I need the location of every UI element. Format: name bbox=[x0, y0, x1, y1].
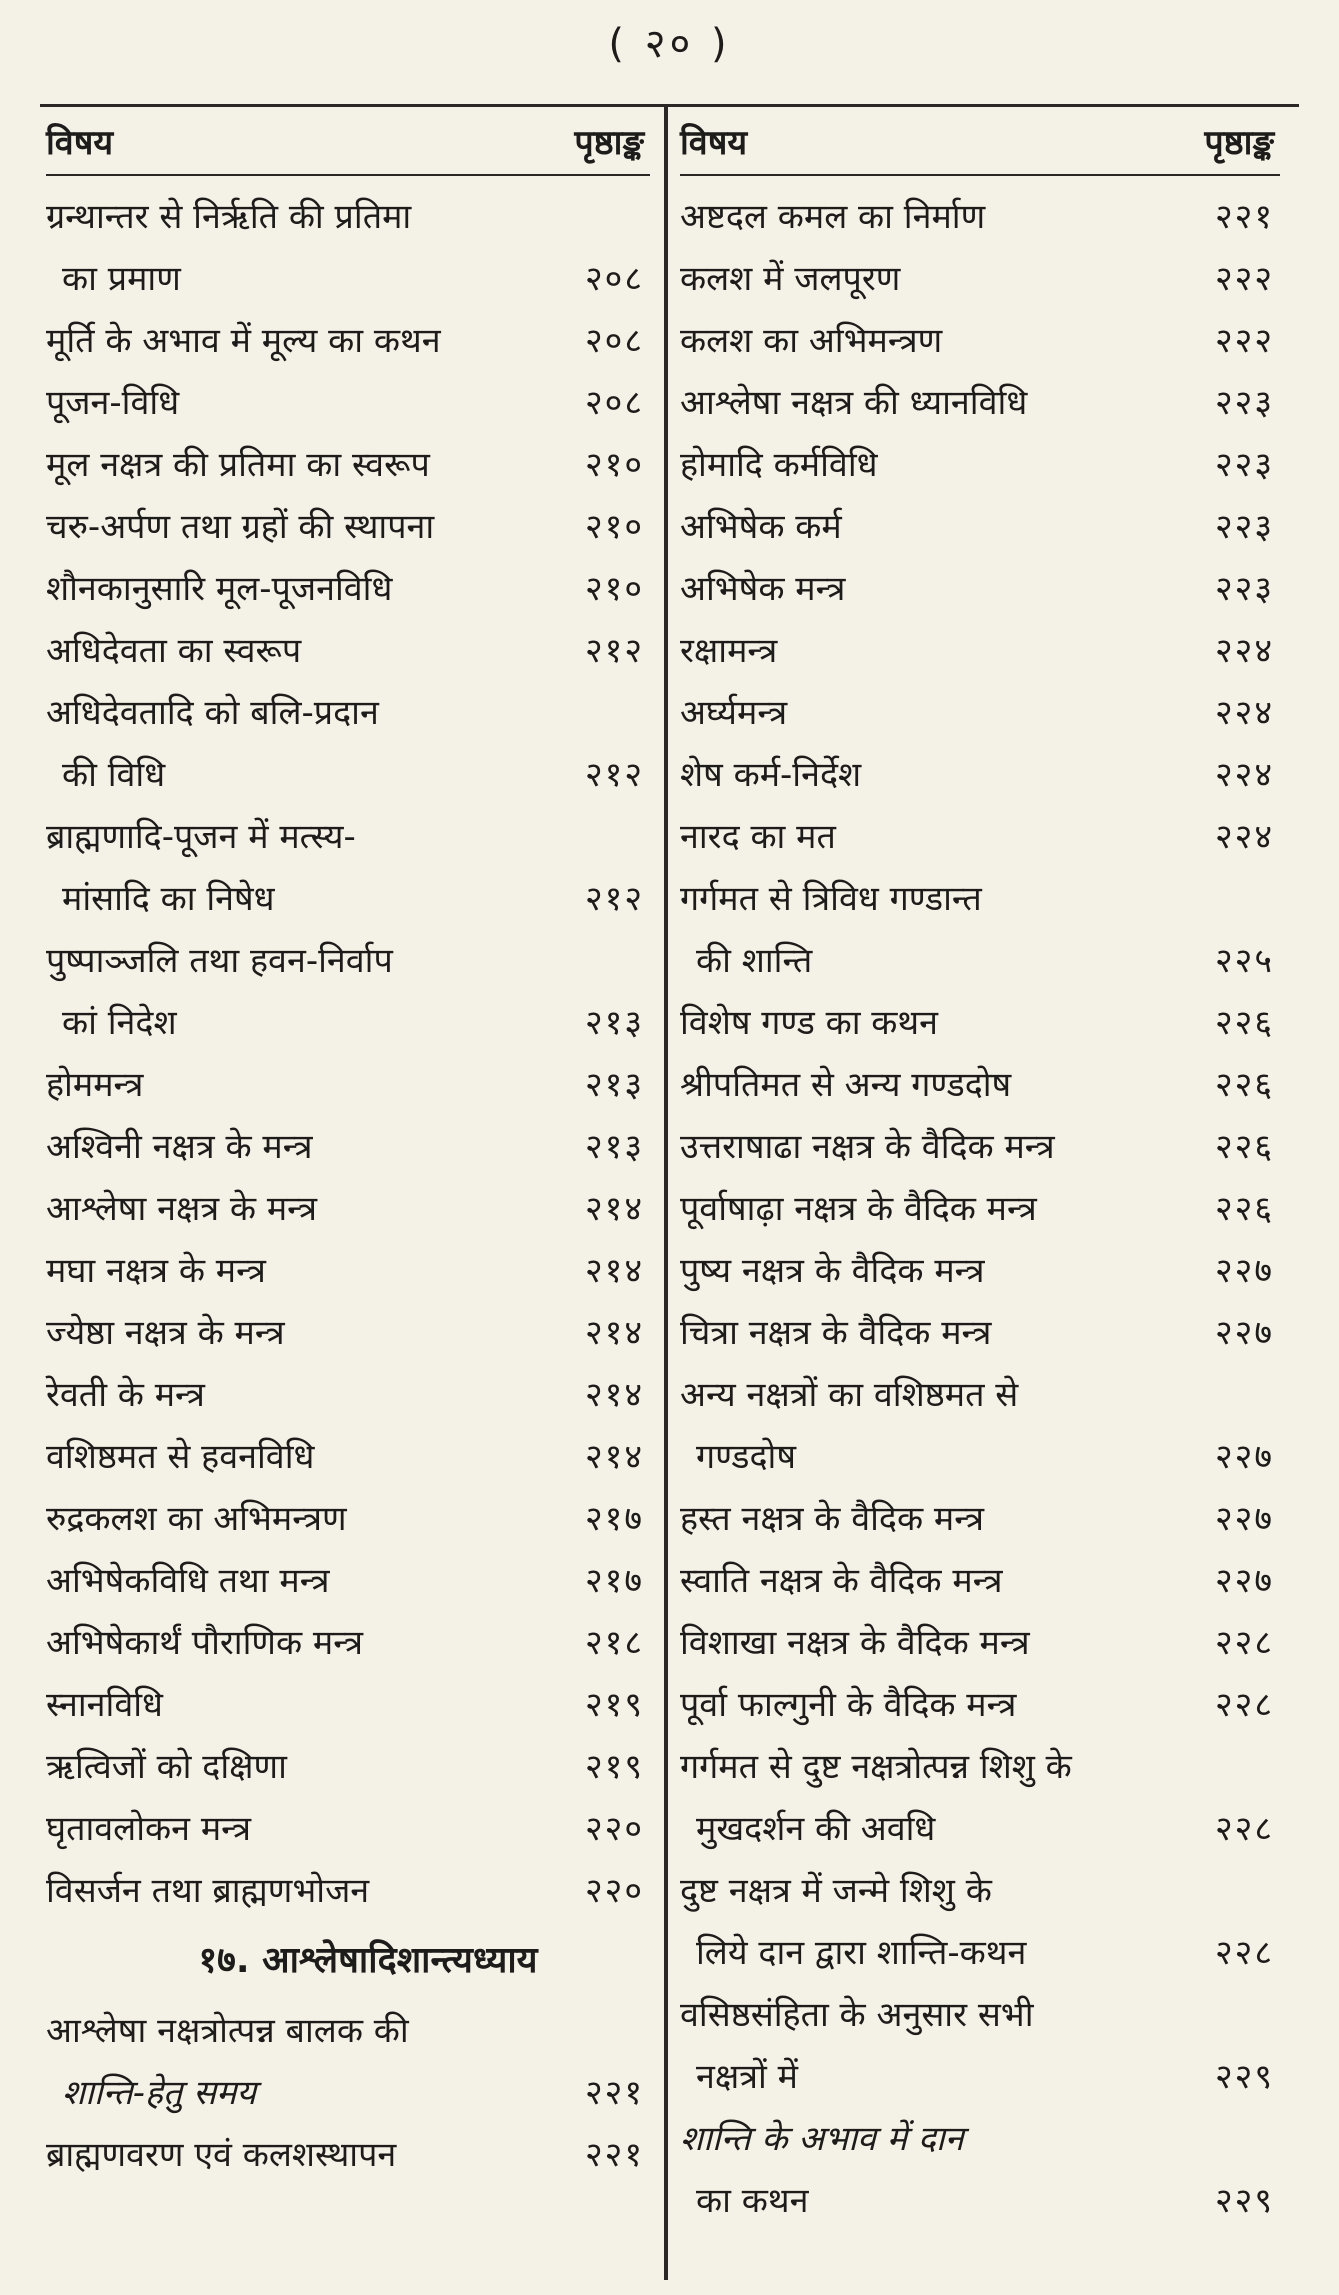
toc-entry-line bbox=[680, 1302, 1280, 1364]
toc-entry-title: कां निदेश bbox=[62, 1003, 177, 1043]
toc-entry bbox=[680, 1550, 1280, 1612]
toc-entry bbox=[46, 2124, 650, 2186]
toc-entry-line bbox=[46, 1488, 650, 1550]
toc-entry-page: २२८ bbox=[1214, 1623, 1274, 1663]
column-divider bbox=[664, 104, 668, 2280]
header-page: पृष्ठाङ्क bbox=[1204, 123, 1274, 163]
toc-entry bbox=[680, 1612, 1280, 1674]
toc-entry-title: अभिषेकविधि तथा मन्त्र bbox=[46, 1561, 330, 1601]
toc-entry-title: पुष्य नक्षत्र के वैदिक मन्त्र bbox=[680, 1251, 985, 1291]
toc-entry-page: २२४ bbox=[1214, 755, 1274, 795]
toc-entry-title: ऋत्विजों को दक्षिणा bbox=[46, 1747, 287, 1787]
toc-entry-title: लिये दान द्वारा शान्ति-कथन bbox=[696, 1933, 1027, 1973]
toc-entry-title: अभिषेकार्थं पौराणिक मन्त्र bbox=[46, 1623, 364, 1663]
toc-entry-title: की शान्ति bbox=[696, 941, 813, 981]
toc-entry-title: वशिष्ठमत से हवनविधि bbox=[46, 1437, 315, 1477]
toc-entry-page: २१७ bbox=[584, 1561, 644, 1601]
toc-entry-line bbox=[680, 1674, 1280, 1736]
right-column bbox=[680, 108, 1280, 2232]
left-after-entry-list bbox=[46, 2000, 650, 2186]
toc-entry-page: २२६ bbox=[1214, 1127, 1274, 1167]
toc-entry-page: २१३ bbox=[584, 1127, 644, 1167]
toc-entry-title: मुखदर्शन की अवधि bbox=[696, 1809, 936, 1849]
toc-entry-line bbox=[680, 1054, 1280, 1116]
toc-entry-page: २२७ bbox=[1214, 1437, 1274, 1477]
toc-entry bbox=[46, 1426, 650, 1488]
toc-entry-title: चित्रा नक्षत्र के वैदिक मन्त्र bbox=[680, 1313, 992, 1353]
toc-entry bbox=[680, 1178, 1280, 1240]
toc-entry-page: २१० bbox=[584, 507, 644, 547]
toc-entry-title: विसर्जन तथा ब्राह्मणभोजन bbox=[46, 1871, 370, 1911]
toc-entry-page: २१४ bbox=[584, 1313, 644, 1353]
toc-entry bbox=[46, 186, 650, 310]
toc-entry-title: विशाखा नक्षत्र के वैदिक मन्त्र bbox=[680, 1623, 1030, 1663]
toc-entry-title: वसिष्ठसंहिता के अनुसार सभी bbox=[680, 1995, 1034, 2035]
left-column bbox=[46, 108, 650, 2186]
toc-entry bbox=[46, 1736, 650, 1798]
toc-entry-line bbox=[46, 1860, 650, 1922]
toc-entry-line bbox=[680, 992, 1280, 1054]
toc-entry-page: २१४ bbox=[584, 1189, 644, 1229]
toc-entry bbox=[680, 1984, 1280, 2108]
toc-entry-title: अष्टदल कमल का निर्माण bbox=[680, 197, 986, 237]
toc-entry bbox=[46, 496, 650, 558]
toc-entry-page: २२७ bbox=[1214, 1499, 1274, 1539]
toc-entry-line bbox=[46, 434, 650, 496]
toc-entry bbox=[680, 1364, 1280, 1488]
toc-entry-page: २२६ bbox=[1214, 1003, 1274, 1043]
toc-entry bbox=[46, 1364, 650, 1426]
toc-entry-page: २२४ bbox=[1214, 631, 1274, 671]
toc-entry bbox=[46, 1674, 650, 1736]
toc-entry-title: गर्गमत से दुष्ट नक्षत्रोत्पन्न शिशु के bbox=[680, 1747, 1072, 1787]
page-number: ( २० ) bbox=[608, 21, 731, 67]
toc-entry-title: अभिषेक मन्त्र bbox=[680, 569, 846, 609]
left-entry-list bbox=[46, 186, 650, 1922]
toc-entry-title: ब्राह्मणादि-पूजन में मत्स्य- bbox=[46, 817, 356, 857]
toc-entry bbox=[46, 372, 650, 434]
toc-entry-title: का प्रमाण bbox=[62, 259, 181, 299]
toc-entry-line bbox=[680, 496, 1280, 558]
toc-entry-title: मूर्ति के अभाव में मूल्य का कथन bbox=[46, 321, 441, 361]
toc-entry-page: २०८ bbox=[584, 383, 644, 423]
toc-entry-page: २१४ bbox=[584, 1375, 644, 1415]
toc-entry bbox=[46, 1550, 650, 1612]
toc-entry bbox=[680, 682, 1280, 744]
toc-entry-page: २१४ bbox=[584, 1437, 644, 1477]
toc-entry-page: २२२ bbox=[1214, 259, 1274, 299]
toc-entry-line bbox=[680, 1488, 1280, 1550]
toc-entry-line bbox=[680, 1550, 1280, 1612]
toc-entry-line bbox=[46, 992, 650, 1054]
toc-entry-line bbox=[680, 1736, 1280, 1798]
header-rule bbox=[46, 174, 650, 176]
toc-entry-line bbox=[680, 1984, 1280, 2046]
toc-entry bbox=[46, 1054, 650, 1116]
toc-entry-title: रेवती के मन्त्र bbox=[46, 1375, 205, 1415]
toc-entry-line bbox=[680, 930, 1280, 992]
toc-entry bbox=[46, 1302, 650, 1364]
toc-entry-page: २०८ bbox=[584, 259, 644, 299]
toc-entry-page: २२८ bbox=[1214, 1809, 1274, 1849]
toc-entry-line bbox=[680, 1922, 1280, 1984]
toc-entry bbox=[680, 496, 1280, 558]
toc-entry-line bbox=[46, 744, 650, 806]
toc-entry-line bbox=[46, 868, 650, 930]
toc-entry-title: पूर्वाषाढ़ा नक्षत्र के वैदिक मन्त्र bbox=[680, 1189, 1037, 1229]
toc-entry-line bbox=[46, 310, 650, 372]
toc-entry-page: २१० bbox=[584, 445, 644, 485]
toc-entry-line bbox=[46, 558, 650, 620]
toc-entry bbox=[46, 1488, 650, 1550]
toc-entry-title: अधिदेवता का स्वरूप bbox=[46, 631, 302, 671]
toc-entry-title: नक्षत्रों में bbox=[696, 2057, 798, 2097]
toc-entry bbox=[680, 1488, 1280, 1550]
toc-entry-line bbox=[680, 1612, 1280, 1674]
toc-entry-title: अर्घ्यमन्त्र bbox=[680, 693, 788, 733]
toc-entry-page: २१२ bbox=[584, 755, 644, 795]
toc-entry-line bbox=[680, 186, 1280, 248]
toc-entry-line bbox=[680, 1178, 1280, 1240]
toc-entry bbox=[680, 1054, 1280, 1116]
toc-entry-line bbox=[680, 558, 1280, 620]
toc-entry-line bbox=[46, 1240, 650, 1302]
toc-entry bbox=[680, 868, 1280, 992]
toc-entry-line bbox=[46, 1550, 650, 1612]
toc-entry-line bbox=[46, 1054, 650, 1116]
toc-entry-line bbox=[680, 1798, 1280, 1860]
toc-entry bbox=[680, 806, 1280, 868]
toc-entry-title: शौनकानुसारि मूल-पूजनविधि bbox=[46, 569, 393, 609]
toc-entry-page: २१९ bbox=[584, 1747, 644, 1787]
toc-entry-page: २२८ bbox=[1214, 1685, 1274, 1725]
toc-entry-page: २२६ bbox=[1214, 1065, 1274, 1105]
toc-entry-title: मघा नक्षत्र के मन्त्र bbox=[46, 1251, 266, 1291]
toc-entry-line bbox=[680, 1860, 1280, 1922]
toc-entry-line bbox=[46, 496, 650, 558]
toc-entry bbox=[680, 744, 1280, 806]
toc-entry bbox=[46, 930, 650, 1054]
toc-entry-title: पूजन-विधि bbox=[46, 383, 180, 423]
toc-entry-line bbox=[680, 2108, 1280, 2170]
header-rule bbox=[680, 174, 1280, 176]
toc-entry-line bbox=[46, 1116, 650, 1178]
top-rule bbox=[40, 104, 1299, 107]
toc-entry-line bbox=[46, 1736, 650, 1798]
toc-entry-title: हस्त नक्षत्र के वैदिक मन्त्र bbox=[680, 1499, 985, 1539]
toc-entry-page: २२७ bbox=[1214, 1561, 1274, 1601]
toc-entry-title: अभिषेक कर्म bbox=[680, 507, 842, 547]
toc-entry-page: २१२ bbox=[584, 631, 644, 671]
toc-entry-page: २२३ bbox=[1214, 383, 1274, 423]
toc-entry-title: नारद का मत bbox=[680, 817, 836, 857]
toc-entry bbox=[680, 620, 1280, 682]
toc-entry-page: २२३ bbox=[1214, 445, 1274, 485]
toc-entry-page: २२३ bbox=[1214, 569, 1274, 609]
toc-entry-line bbox=[46, 1798, 650, 1860]
toc-entry bbox=[46, 1612, 650, 1674]
toc-entry-title: कलश में जलपूरण bbox=[680, 259, 901, 299]
toc-entry-title: अन्य नक्षत्रों का वशिष्ठमत से bbox=[680, 1375, 1019, 1415]
toc-entry bbox=[46, 434, 650, 496]
toc-entry-line bbox=[46, 372, 650, 434]
toc-entry-title: विशेष गण्ड का कथन bbox=[680, 1003, 939, 1043]
toc-entry-line bbox=[680, 2046, 1280, 2108]
toc-entry bbox=[680, 372, 1280, 434]
toc-entry bbox=[680, 1860, 1280, 1984]
toc-entry-title: घृतावलोकन मन्त्र bbox=[46, 1809, 251, 1849]
header-page: पृष्ठाङ्क bbox=[574, 123, 644, 163]
toc-entry-title: मांसादि का निषेध bbox=[62, 879, 275, 919]
toc-entry-line bbox=[680, 310, 1280, 372]
toc-entry-line bbox=[680, 1426, 1280, 1488]
toc-entry-page: २२१ bbox=[1214, 197, 1274, 237]
toc-entry-title: शान्ति के अभाव में दान bbox=[680, 2119, 964, 2159]
toc-entry-title: का कथन bbox=[696, 2181, 809, 2221]
toc-entry-title: अधिदेवतादि को बलि-प्रदान bbox=[46, 693, 379, 733]
toc-entry-line bbox=[680, 1240, 1280, 1302]
toc-entry-title: पुष्पाञ्जलि तथा हवन-निर्वाप bbox=[46, 941, 393, 981]
toc-entry-line bbox=[680, 1116, 1280, 1178]
toc-entry-title: शान्ति-हेतु समय bbox=[62, 2073, 257, 2113]
toc-entry bbox=[680, 1674, 1280, 1736]
toc-entry-line bbox=[680, 1364, 1280, 1426]
toc-entry-page: २२१ bbox=[584, 2135, 644, 2175]
toc-entry-title: स्नानविधि bbox=[46, 1685, 163, 1725]
toc-entry-title: गर्गमत से त्रिविध गण्डान्त bbox=[680, 879, 982, 919]
toc-entry-page: २१० bbox=[584, 569, 644, 609]
toc-entry-line bbox=[680, 744, 1280, 806]
right-entry-list bbox=[680, 186, 1280, 2232]
toc-entry-title: अश्विनी नक्षत्र के मन्त्र bbox=[46, 1127, 313, 1167]
toc-entry bbox=[46, 1798, 650, 1860]
toc-entry-page: २२४ bbox=[1214, 817, 1274, 857]
toc-entry-title: आश्लेषा नक्षत्र की ध्यानविधि bbox=[680, 383, 1028, 423]
toc-entry-title: मूल नक्षत्र की प्रतिमा का स्वरूप bbox=[46, 445, 430, 485]
toc-entry bbox=[46, 310, 650, 372]
toc-entry-title: ग्रन्थान्तर से निर्ऋति की प्रतिमा bbox=[46, 197, 412, 237]
toc-entry-page: २१९ bbox=[584, 1685, 644, 1725]
toc-entry-line bbox=[680, 868, 1280, 930]
toc-entry-line bbox=[46, 806, 650, 868]
toc-entry-title: कलश का अभिमन्त्रण bbox=[680, 321, 943, 361]
toc-entry-line bbox=[680, 682, 1280, 744]
toc-entry-title: ज्येष्ठा नक्षत्र के मन्त्र bbox=[46, 1313, 285, 1353]
toc-entry-page: २२२ bbox=[1214, 321, 1274, 361]
toc-entry bbox=[680, 1736, 1280, 1860]
toc-entry-title: होममन्त्र bbox=[46, 1065, 144, 1105]
toc-entry-line bbox=[46, 682, 650, 744]
toc-entry-title: आश्लेषा नक्षत्र के मन्त्र bbox=[46, 1189, 317, 1229]
toc-entry-line bbox=[680, 372, 1280, 434]
toc-entry-title: रुद्रकलश का अभिमन्त्रण bbox=[46, 1499, 347, 1539]
toc-entry bbox=[680, 2108, 1280, 2232]
toc-entry bbox=[46, 1860, 650, 1922]
toc-entry bbox=[680, 558, 1280, 620]
toc-entry-title: होमादि कर्मविधि bbox=[680, 445, 878, 485]
toc-entry-page: २२७ bbox=[1214, 1251, 1274, 1291]
toc-entry-page: २०८ bbox=[584, 321, 644, 361]
toc-entry-page: २१७ bbox=[584, 1499, 644, 1539]
toc-entry-page: २२७ bbox=[1214, 1313, 1274, 1353]
toc-entry-title: शेष कर्म-निर्देश bbox=[680, 755, 862, 795]
toc-entry-page: २२६ bbox=[1214, 1189, 1274, 1229]
toc-entry-page: २२९ bbox=[1214, 2057, 1274, 2097]
toc-entry-title: चरु-अर्पण तथा ग्रहों की स्थापना bbox=[46, 507, 435, 547]
toc-entry-line bbox=[46, 620, 650, 682]
toc-entry-title: आश्लेषा नक्षत्रोत्पन्न बालक की bbox=[46, 2011, 409, 2051]
toc-entry-title: दुष्ट नक्षत्र में जन्मे शिशु के bbox=[680, 1871, 992, 1911]
toc-entry-page: २२५ bbox=[1214, 941, 1274, 981]
toc-entry-title: की विधि bbox=[62, 755, 166, 795]
header-subject: विषय bbox=[680, 123, 748, 163]
right-column-header bbox=[680, 108, 1280, 174]
toc-entry-page: २१४ bbox=[584, 1251, 644, 1291]
toc-entry-line bbox=[46, 1674, 650, 1736]
toc-entry-line bbox=[680, 620, 1280, 682]
toc-entry bbox=[46, 682, 650, 806]
toc-entry bbox=[680, 310, 1280, 372]
toc-entry-page: २२८ bbox=[1214, 1933, 1274, 1973]
toc-entry bbox=[680, 1302, 1280, 1364]
toc-entry bbox=[680, 1116, 1280, 1178]
toc-entry-line bbox=[46, 1364, 650, 1426]
toc-entry-title: श्रीपतिमत से अन्य गण्डदोष bbox=[680, 1065, 1012, 1105]
left-column-header bbox=[46, 108, 650, 174]
toc-entry-line bbox=[46, 2000, 650, 2062]
toc-entry-page: २१३ bbox=[584, 1003, 644, 1043]
toc-entry-page: २२३ bbox=[1214, 507, 1274, 547]
toc-entry-line bbox=[46, 1302, 650, 1364]
toc-entry bbox=[680, 1240, 1280, 1302]
toc-entry-line bbox=[46, 186, 650, 248]
toc-entry bbox=[680, 186, 1280, 248]
chapter-heading: १७. आश्लेषादिशान्त्यध्याय bbox=[198, 1940, 538, 1981]
toc-entry bbox=[46, 1116, 650, 1178]
toc-entry-line bbox=[680, 2170, 1280, 2232]
toc-entry-line bbox=[46, 930, 650, 992]
toc-entry-page: २२१ bbox=[584, 2073, 644, 2113]
toc-entry bbox=[680, 434, 1280, 496]
toc-entry-page: २२९ bbox=[1214, 2181, 1274, 2221]
toc-entry-page: २२४ bbox=[1214, 693, 1274, 733]
toc-entry bbox=[46, 1178, 650, 1240]
toc-entry-title: रक्षामन्त्र bbox=[680, 631, 778, 671]
toc-entry-page: २१८ bbox=[584, 1623, 644, 1663]
toc-entry-line bbox=[46, 2124, 650, 2186]
toc-entry bbox=[46, 2000, 650, 2124]
toc-entry bbox=[46, 1240, 650, 1302]
toc-entry-title: ब्राह्मणवरण एवं कलशस्थापन bbox=[46, 2135, 397, 2175]
toc-entry bbox=[680, 248, 1280, 310]
toc-entry-line bbox=[680, 248, 1280, 310]
toc-entry bbox=[46, 806, 650, 930]
toc-entry-page: २१३ bbox=[584, 1065, 644, 1105]
toc-entry-line bbox=[46, 1612, 650, 1674]
toc-entry-line bbox=[46, 1426, 650, 1488]
toc-entry-page: २२० bbox=[584, 1871, 644, 1911]
header-subject: विषय bbox=[46, 123, 114, 163]
toc-entry-title: स्वाति नक्षत्र के वैदिक मन्त्र bbox=[680, 1561, 1003, 1601]
toc-entry bbox=[46, 620, 650, 682]
toc-entry-line bbox=[46, 2062, 650, 2124]
toc-entry-line bbox=[46, 248, 650, 310]
toc-entry-page: २२० bbox=[584, 1809, 644, 1849]
toc-entry-title: उत्तराषाढा नक्षत्र के वैदिक मन्त्र bbox=[680, 1127, 1055, 1167]
toc-entry-line bbox=[46, 1178, 650, 1240]
toc-entry-title: पूर्वा फाल्गुनी के वैदिक मन्त्र bbox=[680, 1685, 1017, 1725]
toc-entry bbox=[680, 992, 1280, 1054]
toc-entry bbox=[46, 558, 650, 620]
toc-entry-page: २१२ bbox=[584, 879, 644, 919]
toc-entry-line bbox=[680, 806, 1280, 868]
toc-entry-title: गण्डदोष bbox=[696, 1437, 796, 1477]
toc-entry-line bbox=[680, 434, 1280, 496]
